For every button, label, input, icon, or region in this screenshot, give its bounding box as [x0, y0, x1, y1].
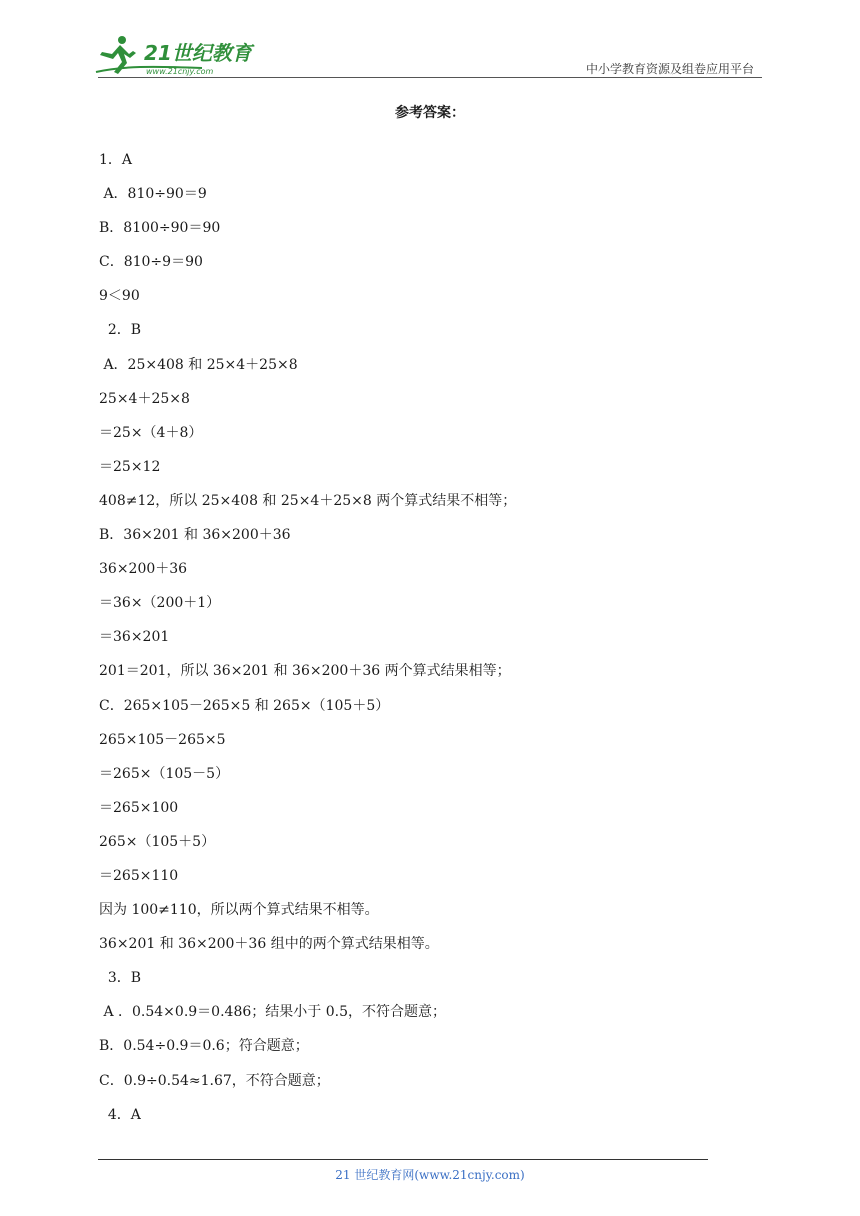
footer-link[interactable]: 21 世纪教育网(www.21cnjy.com) [335, 1168, 525, 1182]
answer-line: A．810÷90＝9 [99, 186, 207, 203]
answer-line: B．8100÷90＝90 [99, 220, 221, 237]
answer-line: ＝265×100 [99, 799, 179, 816]
answer-line: ＝25×（4＋8） [99, 424, 203, 441]
runner-logo-icon [92, 32, 262, 78]
answer-line: 3．B [99, 970, 142, 987]
logo-url: www.21cnjy.com [146, 67, 214, 76]
answer-line: ＝36×201 [99, 629, 170, 646]
answer-line: C．810÷9＝90 [99, 254, 203, 271]
answer-line: 1．A [99, 152, 133, 168]
answer-line: B．36×201 和 36×200＋36 [99, 527, 291, 544]
answer-line: 36×201 和 36×200＋36 组中的两个算式结果相等。 [99, 936, 439, 953]
answer-line: B．0.54÷0.9＝0.6；符合题意； [99, 1038, 309, 1055]
page-title: 参考答案： [395, 105, 465, 121]
answer-line: 因为 100≠110，所以两个算式结果不相等。 [99, 902, 379, 919]
answer-line: ＝25×12 [99, 458, 161, 475]
answer-line: 9＜90 [99, 288, 140, 305]
answer-line: ＝265×（105－5） [99, 765, 230, 782]
answer-line: A ．0.54×0.9＝0.486；结果小于 0.5，不符合题意； [99, 1004, 446, 1021]
answer-line: C．0.9÷0.54≈1.67，不符合题意； [99, 1072, 330, 1089]
page-header [0, 0, 860, 80]
header-divider [98, 77, 762, 78]
answer-line: 408≠12，所以 25×408 和 25×4＋25×8 两个算式结果不相等； [99, 492, 517, 509]
answer-content [99, 150, 739, 1139]
answer-line: A．25×408 和 25×4＋25×8 [99, 356, 298, 373]
answer-line: 265×（105＋5） [99, 833, 216, 850]
answer-line: ＝265×110 [99, 867, 179, 884]
platform-tagline: 中小学教育资源及组卷应用平台 [585, 62, 754, 76]
answer-line: 4．A [99, 1106, 141, 1123]
answer-line: 25×4＋25×8 [99, 390, 190, 407]
answer-line: 2．B [99, 322, 142, 339]
footer-divider [98, 1159, 708, 1160]
answer-line: 36×200＋36 [99, 561, 188, 578]
site-logo[interactable] [92, 32, 262, 78]
logo-text: 21世纪教育 [144, 41, 252, 65]
answer-line: ＝36×（200＋1） [99, 595, 221, 612]
answer-line: 201＝201，所以 36×201 和 36×200＋36 两个算式结果相等； [99, 663, 511, 680]
answer-line: C．265×105－265×5 和 265×（105＋5） [99, 697, 390, 714]
answer-line: 265×105－265×5 [99, 731, 226, 748]
